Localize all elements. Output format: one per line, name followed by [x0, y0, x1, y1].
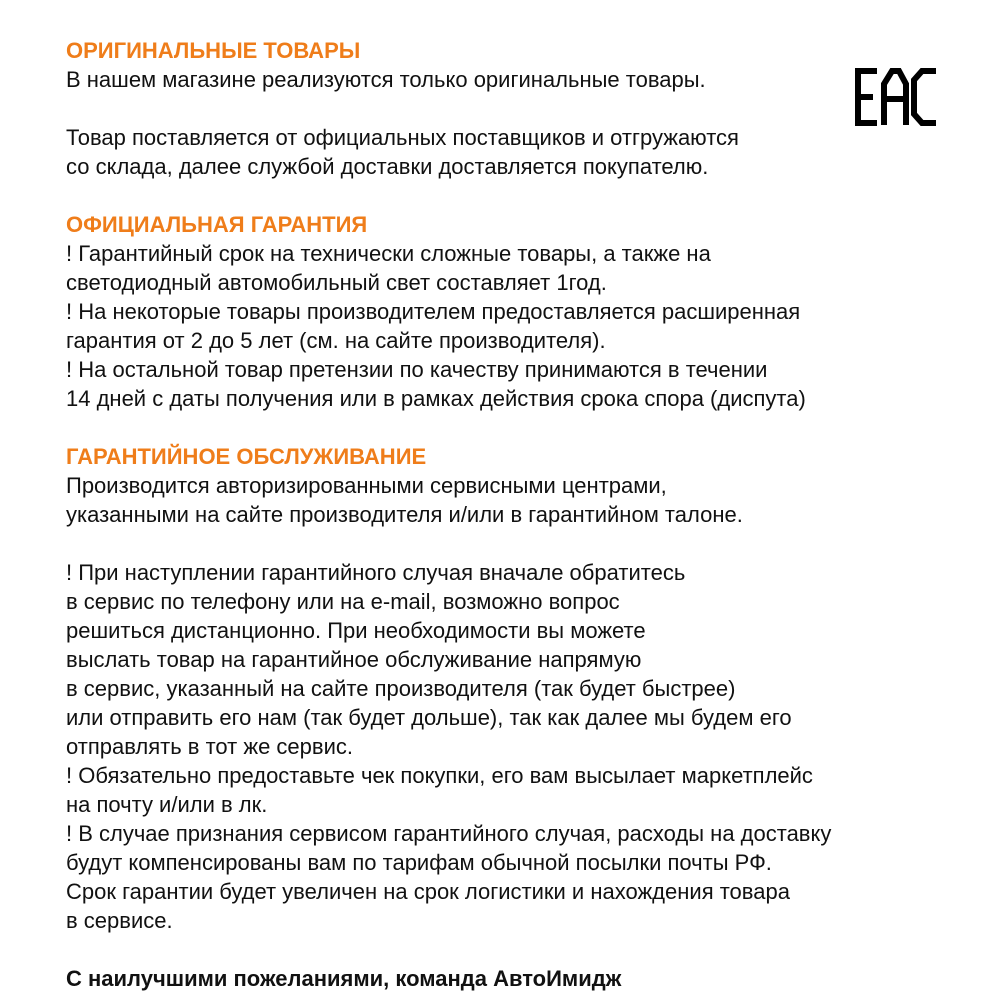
- text-line: указанными на сайте производителя и/или в гарантийном талоне.: [66, 502, 743, 527]
- text-line: будут компенсированы вам по тарифам обычной посылки почты РФ.: [66, 850, 772, 875]
- signoff: С наилучшими пожеланиями, команда АвтоИмидж: [66, 966, 622, 991]
- paragraph: [66, 471, 966, 529]
- section-heading: ОРИГИНАЛЬНЫЕ ТОВАРЫ: [66, 38, 361, 63]
- paragraph: [66, 123, 966, 181]
- document-body: [66, 36, 966, 993]
- text-line: со склада, далее службой доставки доставляется покупателю.: [66, 154, 709, 179]
- text-line: Срок гарантии будет увеличен на срок логистики и нахождения товара: [66, 879, 790, 904]
- text-line: в сервисе.: [66, 908, 173, 933]
- text-line: или отправить его нам (так будет дольше), так как далее мы будем его: [66, 705, 792, 730]
- text-line: выслать товар на гарантийное обслуживание напрямую: [66, 647, 642, 672]
- text-line: ! На некоторые товары производителем предоставляется расширенная: [66, 299, 801, 324]
- text-line: в сервис, указанный на сайте производителя (так будет быстрее): [66, 676, 736, 701]
- text-line: ! При наступлении гарантийного случая вначале обратитесь: [66, 560, 686, 585]
- paragraph: [66, 65, 966, 94]
- text-line: ! На остальной товар претензии по качеству принимаются в течении: [66, 357, 768, 382]
- text-line: Производится авторизированными сервисными центрами,: [66, 473, 667, 498]
- text-line: светодиодный автомобильный свет составляет 1год.: [66, 270, 607, 295]
- section-heading: ГАРАНТИЙНОЕ ОБСЛУЖИВАНИЕ: [66, 444, 427, 469]
- paragraph: [66, 239, 966, 413]
- section-gap: [66, 935, 966, 964]
- section-official-warranty: [66, 210, 966, 413]
- eac-mark-icon: [855, 68, 939, 126]
- text-line: В нашем магазине реализуются только оригинальные товары.: [66, 67, 706, 92]
- section-gap: [66, 181, 966, 210]
- text-line: отправлять в тот же сервис.: [66, 734, 353, 759]
- paragraph: [66, 558, 966, 935]
- text-line: в сервис по телефону или на e-mail, возможно вопрос: [66, 589, 620, 614]
- section-heading: ОФИЦИАЛЬНАЯ ГАРАНТИЯ: [66, 212, 368, 237]
- text-line: Товар поставляется от официальных поставщиков и отгружаются: [66, 125, 739, 150]
- text-line: 14 дней с даты получения или в рамках действия срока спора (диспута): [66, 386, 806, 411]
- text-line: ! В случае признания сервисом гарантийного случая, расходы на доставку: [66, 821, 832, 846]
- section-warranty-service: [66, 442, 966, 935]
- text-line: ! Обязательно предоставьте чек покупки, его вам высылает маркетплейс: [66, 763, 813, 788]
- text-line: гарантия от 2 до 5 лет (см. на сайте производителя).: [66, 328, 606, 353]
- section-gap: [66, 413, 966, 442]
- section-original-goods: [66, 36, 966, 181]
- text-line: на почту и/или в лк.: [66, 792, 268, 817]
- text-line: ! Гарантийный срок на технически сложные товары, а также на: [66, 241, 711, 266]
- paragraph-gap: [66, 94, 966, 123]
- paragraph-gap: [66, 529, 966, 558]
- text-line: решиться дистанционно. При необходимости вы можете: [66, 618, 646, 643]
